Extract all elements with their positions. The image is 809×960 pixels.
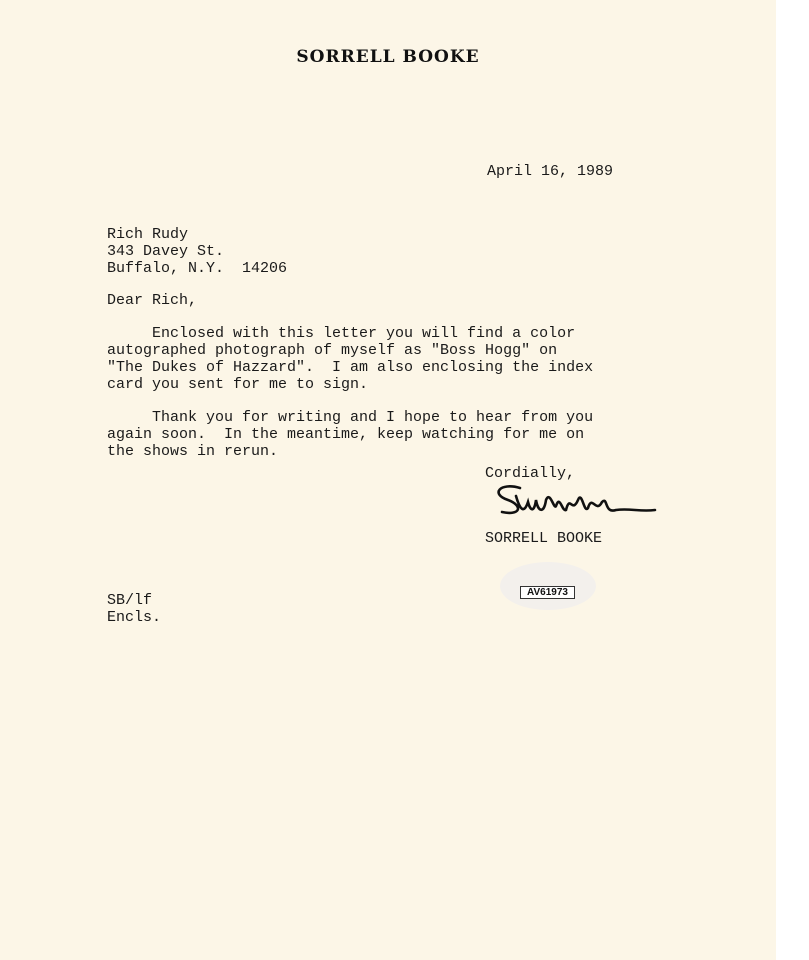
- paragraph-2-line: the shows in rerun.: [107, 443, 279, 460]
- enclosures: Encls.: [107, 609, 162, 626]
- paragraph-2-line: again soon. In the meantime, keep watching for me on: [107, 426, 585, 443]
- recipient-name: Rich Rudy: [107, 226, 189, 243]
- closing: Cordially,: [485, 465, 576, 482]
- initials: SB/lf: [107, 592, 153, 609]
- authentication-id: AV61973: [520, 586, 575, 599]
- recipient-city: Buffalo, N.Y. 14206: [107, 260, 288, 277]
- letterhead: SORRELL BOOKE: [296, 47, 480, 67]
- paragraph-1-line: card you sent for me to sign.: [107, 376, 369, 393]
- paragraph-1-line: "The Dukes of Hazzard". I am also enclosing the index: [107, 359, 594, 376]
- paragraph-1-line: Enclosed with this letter you will find a color: [107, 325, 576, 342]
- paragraph-1-line: autographed photograph of myself as "Boss Hogg" on: [107, 342, 558, 359]
- date: April 16, 1989: [487, 163, 614, 180]
- recipient-street: 343 Davey St.: [107, 243, 225, 260]
- salutation: Dear Rich,: [107, 292, 198, 309]
- paragraph-2-line: Thank you for writing and I hope to hear from you: [107, 409, 594, 426]
- handwritten-signature: [490, 480, 670, 525]
- signature-name: SORRELL BOOKE: [485, 530, 603, 547]
